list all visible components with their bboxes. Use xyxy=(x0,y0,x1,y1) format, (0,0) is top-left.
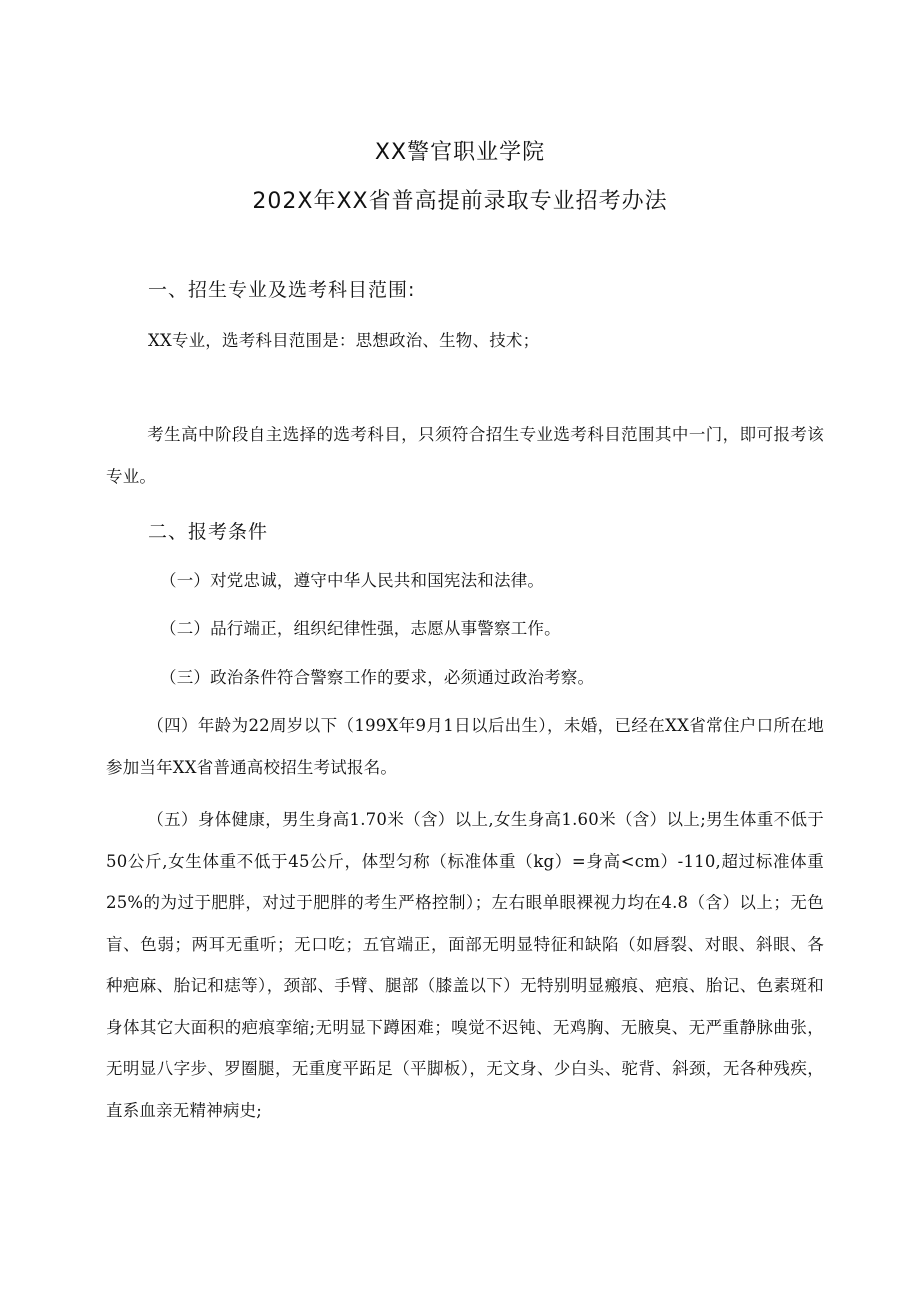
requirement-item-5: （五）身体健康，男生身高1.70米（含）以上,女生身高1.60米（含）以上;男生体重不低于50公斤,女生体重不低于45公斤，体型匀称（标准体重（kg）=身高<cm）-110,超过标准体重25%的为过于肥胖，对过于肥胖的考生严格控制）；左右眼单眼裸视力均在4.8（含）以上；无色盲、色弱；两耳无重听；无口吃；五官端正，面部无明显特征和缺陷（如唇裂、对眼、斜眼、各种疤麻、胎记和痣等），颈部、手臂、腿部（膝盖以下）无特别明显瘢痕、疤痕、胎记、色素斑和身体其它大面积的疤痕挛缩;无明显下蹲困难；嗅觉不迟钝、无鸡胸、无腋臭、无严重静脉曲张，无明显八字步、罗圈腿，无重度平跖足（平脚板），无文身、少白头、驼背、斜颈，无各种残疾，直系血亲无精神病史; xyxy=(106,810,824,1120)
document-title-policy: 202X年XX省普高提前录取专业招考办法 xyxy=(252,189,668,214)
section-heading-majors: 一、招生专业及选考科目范围: xyxy=(148,279,416,301)
section-heading-requirements: 二、报考条件 xyxy=(148,521,269,543)
requirement-item-2: （二）品行端正，组织纪律性强，志愿从事警察工作。 xyxy=(160,619,561,638)
requirement-item-4: （四）年龄为22周岁以下（199X年9月1日以后出生），未婚，已经在XX省常住户口所在地参加当年XX省普通高校招生考试报名。 xyxy=(106,716,824,777)
document-title-institution: XX警官职业学院 xyxy=(374,140,546,165)
requirement-item-1: （一）对党忠诚，遵守中华人民共和国宪法和法律。 xyxy=(160,571,545,590)
paragraph-subject-rule: 考生高中阶段自主选择的选考科目，只须符合招生专业选考科目范围其中一门，即可报考该专业。 xyxy=(106,425,824,486)
requirement-item-3: （三）政治条件符合警察工作的要求，必须通过政治考察。 xyxy=(160,668,595,687)
paragraph-major-subjects: XX专业，选考科目范围是：思想政治、生物、技术； xyxy=(148,331,540,350)
